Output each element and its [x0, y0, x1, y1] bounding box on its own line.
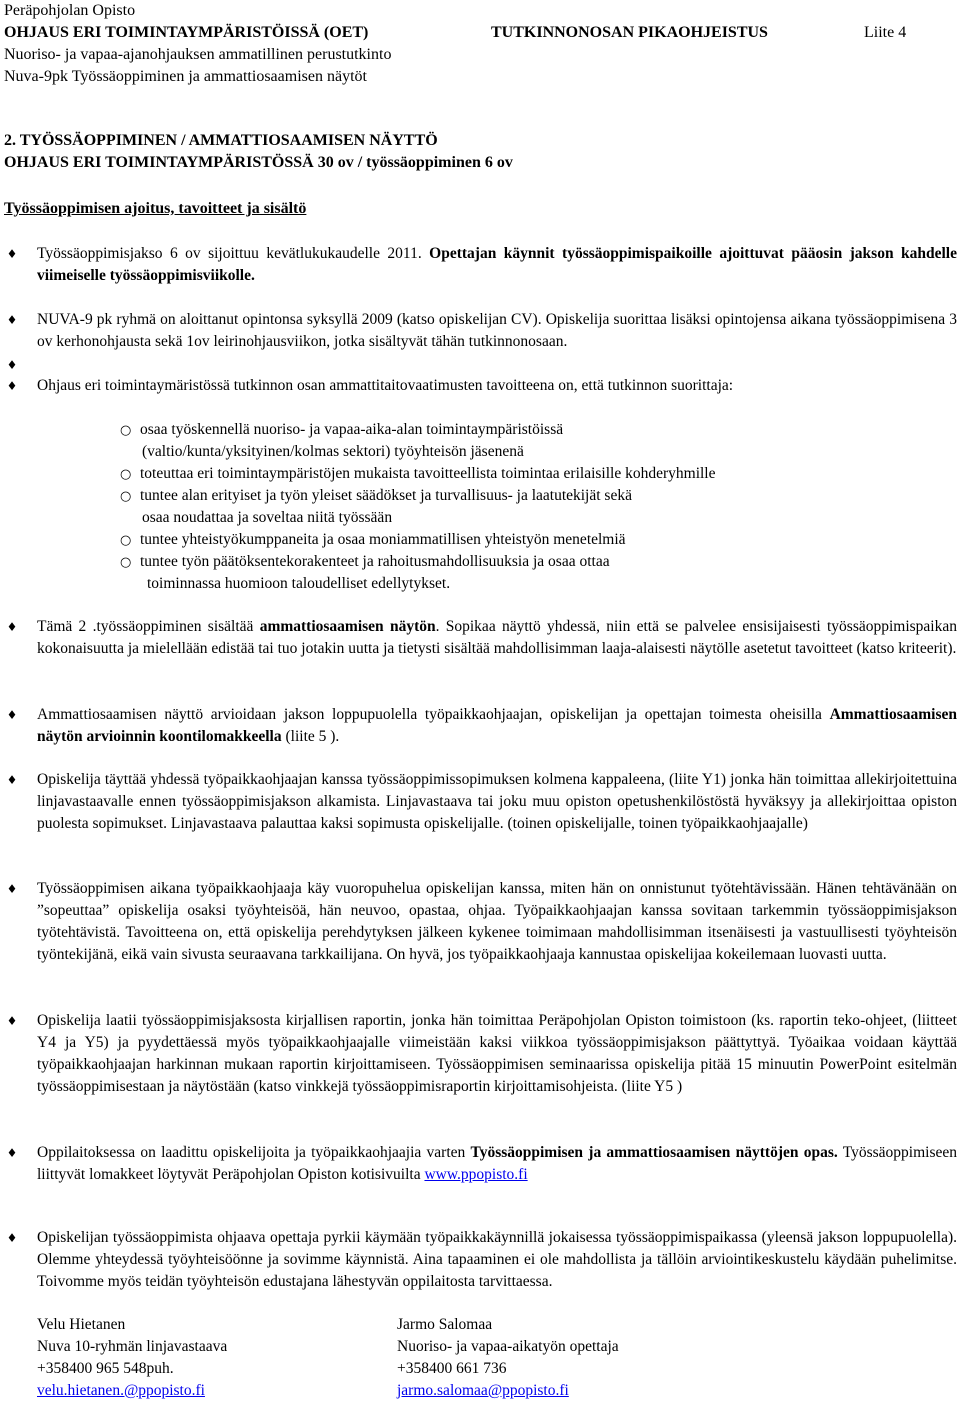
degree-name: Nuoriso- ja vapaa-ajanohjauksen ammatillinen perustutkinto: [4, 46, 392, 63]
paragraph-guide: Oppilaitoksessa on laadittu opiskelijoita ja työpaikkaohjaajia varten Työssäoppimisen ja ammattiosaamisen näyttöjen opas. Työssäoppimiseen liittyvät lomakkeet löytyvät Peräpohjolan Opiston kotisivuilta www.ppopisto.fi: [37, 1144, 958, 1183]
diamond-bullet-icon: ♦: [6, 1146, 18, 1160]
diamond-bullet-icon: ♦: [6, 773, 18, 787]
contact-email-link[interactable]: jarmo.salomaa@ppopisto.fi: [397, 1382, 569, 1399]
paragraph-visit: Opiskelijan työssäoppimista ohjaava opettaja pyrkii käymään työpaikkakäynnillä jokaisessa työssäoppimispaikassa (yleensä jakson loppupuolella). Olemme yhteydessä työyhteisöönne ja sovimme käynnistä. Aina tapaaminen ei ole mahdollista ja tällöin arviointikeskustelu käydään puhelimitse. Toivomme myös teidän työyhteisön edustajana lähestyvän oppilaitosta tarvittaessa.: [37, 1229, 957, 1290]
document-header: [4, 0, 954, 88]
goal-item: ○ tuntee työn päätöksentekorakenteet ja rahoitusmahdollisuuksia ja osaa ottaa: [120, 551, 920, 574]
contact-role: Nuoriso- ja vapaa-aikatyön opettaja: [397, 1338, 619, 1355]
contact-name: Velu Hietanen: [37, 1316, 126, 1333]
goal-item: ○ tuntee alan erityiset ja työn yleiset säädökset ja turvallisuus- ja laatutekijät sekä: [120, 485, 920, 508]
section-title: [4, 130, 513, 174]
section-title-line2: OHJAUS ERI TOIMINTAYMPÄRISTÖSSÄ 30 ov / työssäoppiminen 6 ov: [4, 154, 513, 171]
paragraph-group-info: NUVA-9 pk ryhmä on aloittanut opintonsa syksyllä 2009 (katso opiskelijan CV). Opiskelija suorittaa lisäksi opintojensa aikana työssäoppimisena 3 ov kerhonohjausta sekä 1ov leirinohjausviikon, jotka sisältyvät tähän tutkinnonosaan.: [37, 311, 957, 350]
paragraph-supervision: Työssäoppimisen aikana työpaikkaohjaaja käy vuoropuhelua opiskelijan kanssa, miten hän on onnistunut työtehtävissään. Hänen tehtävänään on ”sopeuttaa” opiskelija osaksi työyhteisöä, hän neuvoo, opastaa, ohjaa. Työpaikkaohjaajan kanssa sovitaan tarkemmin työssäoppimisjakson työtehtävistä. Tavoitteena on, että opiskelija perehdytyksen jälkeen kykenee toimimaan mahdollisimman itsenäisesti ja vastuullisesti työyhteisön työntekijänä, eikä vain sivusta seuraavana tarkkailijana. On hyvä, jos työpaikkaohjaaja kannustaa opiskelijaa kokeilemaan luovasti uutta.: [37, 880, 957, 963]
diamond-bullet-icon: ♦: [6, 708, 18, 722]
contact-role: Nuva 10-ryhmän linjavastaava: [37, 1338, 228, 1355]
org-name: Peräpohjolan Opisto: [4, 2, 136, 19]
goal-item-continued: toiminnassa huomioon taloudelliset edellytykset.: [147, 575, 451, 592]
goal-item: ○ osaa työskennellä nuoriso- ja vapaa-aika-alan toimintaympäristöissä: [120, 419, 920, 442]
contact-block-2: [397, 1314, 619, 1402]
diamond-bullet-icon: ♦: [6, 313, 18, 327]
diamond-bullet-icon: ♦: [6, 1014, 18, 1028]
website-link[interactable]: www.ppopisto.fi: [424, 1166, 528, 1183]
paragraph-goals-intro: Ohjaus eri toimintaymäristössä tutkinnon osan ammattitaitovaatimusten tavoitteena on, että tutkinnon suorittaja:: [37, 377, 734, 394]
diamond-bullet-icon: ♦: [6, 379, 18, 393]
paragraph-report: Opiskelija laatii työssäoppimisjaksosta kirjallisen raportin, jonka hän toimittaa Peräpohjolan Opiston toimistoon (ks. raportin teko-ohjeet, (liitteet Y4 ja Y5) ja pyydettäessä myös työpaikkaohjaajalle viimeistään kaksi viikkoa työssäoppimisjakson päättyttyä. Työaikaa voidaan käyttää työpaikkaohjaajan harkinnan mukaan raportin kirjoittamiseen. Työssäoppimisen seminaarissa opiskelija pitää 15 minuutin PowerPoint esitelmän työssäoppimisestaan ja näytöstään (katso vinkkejä työssäoppimisraportin kirjoittamisohjeista. (liite Y5 ): [37, 1012, 957, 1095]
paragraph-demonstration: Tämä 2 .työssäoppiminen sisältää ammattiosaamisen näytön. Sopikaa näyttö yhdessä, niin että se palvelee ensisijaisesti työssäoppimispaikan kokonaisuutta ja mielellään edistää tai tuo jotakin uutta ja tietysti sisältää mahdollisimman laaja-alaisesti näytölle asetetut tavoitteet (katso kriteerit).: [37, 618, 957, 657]
diamond-bullet-icon: ♦: [6, 882, 18, 896]
contact-name: Jarmo Salomaa: [397, 1316, 493, 1333]
section-subheading: Työssäoppimisen ajoitus, tavoitteet ja sisältö: [4, 200, 307, 217]
paragraph-schedule: [37, 243, 957, 287]
contact-block-1: [37, 1314, 227, 1402]
schedule-bold-text: Opettajan käynnit työssäoppimispaikoille ajoittuvat pääosin jakson kahdelle viimeiselle työssäoppimisviikolle.: [37, 245, 957, 284]
goal-item: ○ toteuttaa eri toimintaympäristöjen mukaista tavoitteellista toimintaa erilaisille kohderyhmille: [120, 463, 920, 486]
circle-bullet-icon: ○: [120, 533, 132, 548]
diamond-bullet-icon: ♦: [6, 247, 18, 261]
course-name: Nuva-9pk Työssäoppiminen ja ammattiosaamisen näytöt: [4, 68, 367, 85]
diamond-bullet-icon: ♦: [6, 358, 18, 372]
paragraph-assessment: Ammattiosaamisen näyttö arvioidaan jakson loppupuolella työpaikkaohjaajan, opiskelijan ja opettajan toimesta oheisilla Ammattiosaamisen näytön arvioinnin koontilomakkeella (liite 5 ).: [37, 706, 957, 745]
diamond-bullet-icon: ♦: [6, 620, 18, 634]
section-title-line1: 2. TYÖSSÄOPPIMINEN / AMMATTIOSAAMISEN NÄYTTÖ: [4, 132, 438, 149]
contact-email-link[interactable]: velu.hietanen.@ppopisto.fi: [37, 1382, 205, 1399]
contact-phone: +358400 661 736: [397, 1360, 507, 1377]
contact-phone: +358400 965 548puh.: [37, 1360, 174, 1377]
circle-bullet-icon: ○: [120, 555, 132, 570]
goal-item-continued: osaa noudattaa ja soveltaa niitä työssään: [142, 509, 393, 526]
schedule-text: Työssäoppimisjakso 6 ov sijoittuu kevätlukukaudelle 2011.: [37, 245, 430, 262]
appendix-label: Liite 4: [864, 24, 907, 41]
circle-bullet-icon: ○: [120, 489, 132, 504]
goal-item: ○ tuntee yhteistyökumppaneita ja osaa moniammatillisen yhteistyön menetelmiä: [120, 529, 920, 552]
qualification-line: OHJAUS ERI TOIMINTAYMPÄRISTÖISSÄ (OET): [4, 24, 369, 41]
diamond-bullet-icon: ♦: [6, 1231, 18, 1245]
circle-bullet-icon: ○: [120, 467, 132, 482]
guide-title: TUTKINNONOSAN PIKAOHJEISTUS: [491, 24, 768, 41]
goal-item-continued: (valtio/kunta/yksityinen/kolmas sektori) työyhteisön jäsenenä: [142, 443, 524, 460]
circle-bullet-icon: ○: [120, 423, 132, 438]
paragraph-contract: Opiskelija täyttää yhdessä työpaikkaohjaajan kanssa työssäoppimissopimuksen kolmena kappaleena, (liite Y1) jonka hän toimittaa allekirjoitettuina linjavastaavalle ennen työssäoppimisjakson alkamista. Linjavastaava tai joku muu opiston opetushenkilöstöstä hyväksyy ja allekirjoittaa opiston puolesta sopimukset. Linjavastaava palauttaa kaksi sopimusta opiskelijalle. (toinen opiskelijalle, toinen työpaikkaohjaajalle): [37, 771, 957, 832]
